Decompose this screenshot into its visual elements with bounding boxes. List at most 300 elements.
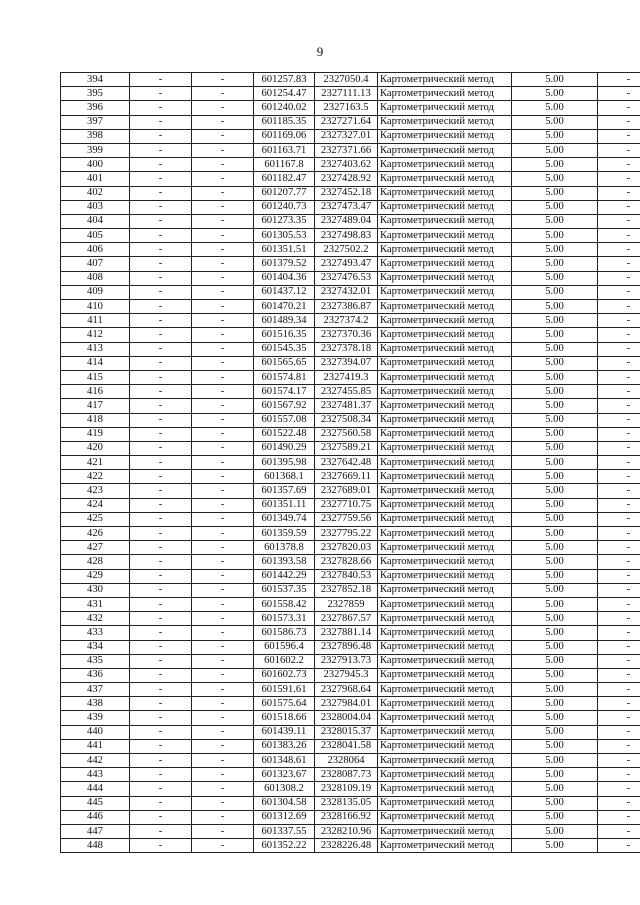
method-cell: Картометрический метод [378, 512, 512, 526]
y-coordinate-cell: 2327452.18 [315, 186, 378, 200]
point-number-cell: 431 [61, 597, 130, 611]
old-y-cell: - [192, 569, 254, 583]
table-row [61, 413, 640, 427]
x-coordinate-cell: 601602.73 [254, 668, 315, 682]
method-cell: Картометрический метод [378, 300, 512, 314]
method-cell: Картометрический метод [378, 498, 512, 512]
table-row [61, 441, 640, 455]
accuracy-cell: 5.00 [512, 597, 598, 611]
x-coordinate-cell: 601395.98 [254, 456, 315, 470]
accuracy-cell: 5.00 [512, 668, 598, 682]
table-row [61, 356, 640, 370]
accuracy-cell: 5.00 [512, 541, 598, 555]
y-coordinate-cell: 2327642.48 [315, 456, 378, 470]
point-number-cell: 397 [61, 115, 130, 129]
y-coordinate-cell: 2327828.66 [315, 555, 378, 569]
old-x-cell: - [130, 87, 192, 101]
table-row [61, 399, 640, 413]
point-number-cell: 448 [61, 839, 130, 853]
method-cell: Картометрический метод [378, 612, 512, 626]
old-x-cell: - [130, 697, 192, 711]
description-cell: - [598, 640, 640, 654]
description-cell: - [598, 810, 640, 824]
point-number-cell: 433 [61, 626, 130, 640]
old-y-cell: - [192, 839, 254, 853]
table-row [61, 385, 640, 399]
accuracy-cell: 5.00 [512, 342, 598, 356]
old-y-cell: - [192, 541, 254, 555]
method-cell: Картометрический метод [378, 200, 512, 214]
y-coordinate-cell: 2328041.58 [315, 739, 378, 753]
table-row [61, 370, 640, 384]
point-number-cell: 430 [61, 583, 130, 597]
old-x-cell: - [130, 314, 192, 328]
old-y-cell: - [192, 754, 254, 768]
old-y-cell: - [192, 342, 254, 356]
method-cell: Картометрический метод [378, 441, 512, 455]
method-cell: Картометрический метод [378, 768, 512, 782]
description-cell: - [598, 512, 640, 526]
method-cell: Картометрический метод [378, 527, 512, 541]
point-number-cell: 445 [61, 796, 130, 810]
table-row [61, 839, 640, 853]
accuracy-cell: 5.00 [512, 356, 598, 370]
method-cell: Картометрический метод [378, 399, 512, 413]
description-cell: - [598, 370, 640, 384]
table-row [61, 172, 640, 186]
method-cell: Картометрический метод [378, 356, 512, 370]
accuracy-cell: 5.00 [512, 796, 598, 810]
y-coordinate-cell: 2327759.56 [315, 512, 378, 526]
old-x-cell: - [130, 810, 192, 824]
old-x-cell: - [130, 129, 192, 143]
point-number-cell: 428 [61, 555, 130, 569]
accuracy-cell: 5.00 [512, 470, 598, 484]
point-number-cell: 439 [61, 711, 130, 725]
y-coordinate-cell: 2327428.92 [315, 172, 378, 186]
x-coordinate-cell: 601273.35 [254, 214, 315, 228]
method-cell: Картометрический метод [378, 229, 512, 243]
old-y-cell: - [192, 739, 254, 753]
old-x-cell: - [130, 214, 192, 228]
method-cell: Картометрический метод [378, 626, 512, 640]
old-y-cell: - [192, 229, 254, 243]
old-x-cell: - [130, 725, 192, 739]
table-row [61, 257, 640, 271]
accuracy-cell: 5.00 [512, 697, 598, 711]
accuracy-cell: 5.00 [512, 527, 598, 541]
accuracy-cell: 5.00 [512, 456, 598, 470]
point-number-cell: 394 [61, 73, 130, 87]
point-number-cell: 426 [61, 527, 130, 541]
point-number-cell: 427 [61, 541, 130, 555]
old-y-cell: - [192, 456, 254, 470]
y-coordinate-cell: 2327968.64 [315, 683, 378, 697]
description-cell: - [598, 654, 640, 668]
y-coordinate-cell: 2327840.53 [315, 569, 378, 583]
old-y-cell: - [192, 356, 254, 370]
old-x-cell: - [130, 612, 192, 626]
y-coordinate-cell: 2327370.36 [315, 328, 378, 342]
accuracy-cell: 5.00 [512, 683, 598, 697]
point-number-cell: 408 [61, 271, 130, 285]
x-coordinate-cell: 601565.65 [254, 356, 315, 370]
x-coordinate-cell: 601167.8 [254, 158, 315, 172]
point-number-cell: 435 [61, 654, 130, 668]
y-coordinate-cell: 2327913.73 [315, 654, 378, 668]
old-y-cell: - [192, 214, 254, 228]
table-row [61, 754, 640, 768]
description-cell: - [598, 683, 640, 697]
table-row [61, 427, 640, 441]
description-cell: - [598, 285, 640, 299]
x-coordinate-cell: 601240.73 [254, 200, 315, 214]
table-row [61, 87, 640, 101]
accuracy-cell: 5.00 [512, 711, 598, 725]
method-cell: Картометрический метод [378, 796, 512, 810]
old-x-cell: - [130, 498, 192, 512]
accuracy-cell: 5.00 [512, 824, 598, 838]
method-cell: Картометрический метод [378, 243, 512, 257]
description-cell: - [598, 356, 640, 370]
table-row [61, 243, 640, 257]
y-coordinate-cell: 2327489.04 [315, 214, 378, 228]
table-row [61, 597, 640, 611]
method-cell: Картометрический метод [378, 711, 512, 725]
accuracy-cell: 5.00 [512, 626, 598, 640]
y-coordinate-cell: 2327560.58 [315, 427, 378, 441]
x-coordinate-cell: 601586.73 [254, 626, 315, 640]
method-cell: Картометрический метод [378, 214, 512, 228]
point-number-cell: 424 [61, 498, 130, 512]
accuracy-cell: 5.00 [512, 87, 598, 101]
accuracy-cell: 5.00 [512, 725, 598, 739]
x-coordinate-cell: 601470.21 [254, 300, 315, 314]
point-number-cell: 396 [61, 101, 130, 115]
table-row [61, 300, 640, 314]
method-cell: Картометрический метод [378, 385, 512, 399]
method-cell: Картометрический метод [378, 839, 512, 853]
method-cell: Картометрический метод [378, 569, 512, 583]
old-y-cell: - [192, 172, 254, 186]
old-y-cell: - [192, 413, 254, 427]
old-y-cell: - [192, 300, 254, 314]
method-cell: Картометрический метод [378, 810, 512, 824]
old-x-cell: - [130, 441, 192, 455]
method-cell: Картометрический метод [378, 824, 512, 838]
old-x-cell: - [130, 172, 192, 186]
x-coordinate-cell: 601490.29 [254, 441, 315, 455]
method-cell: Картометрический метод [378, 87, 512, 101]
description-cell: - [598, 498, 640, 512]
old-y-cell: - [192, 257, 254, 271]
table-row [61, 824, 640, 838]
table-body [61, 73, 640, 853]
x-coordinate-cell: 601574.81 [254, 370, 315, 384]
x-coordinate-cell: 601442.29 [254, 569, 315, 583]
page-number: 9 [316, 44, 324, 59]
y-coordinate-cell: 2327859 [315, 597, 378, 611]
y-coordinate-cell: 2327163.5 [315, 101, 378, 115]
old-y-cell: - [192, 512, 254, 526]
x-coordinate-cell: 601596.4 [254, 640, 315, 654]
method-cell: Картометрический метод [378, 484, 512, 498]
y-coordinate-cell: 2327386.87 [315, 300, 378, 314]
description-cell: - [598, 186, 640, 200]
coordinates-table [60, 72, 640, 853]
old-y-cell: - [192, 555, 254, 569]
x-coordinate-cell: 601379.52 [254, 257, 315, 271]
old-y-cell: - [192, 314, 254, 328]
table-row [61, 683, 640, 697]
point-number-cell: 416 [61, 385, 130, 399]
x-coordinate-cell: 601378.8 [254, 541, 315, 555]
accuracy-cell: 5.00 [512, 427, 598, 441]
table-row [61, 768, 640, 782]
old-y-cell: - [192, 328, 254, 342]
old-x-cell: - [130, 456, 192, 470]
old-x-cell: - [130, 115, 192, 129]
description-cell: - [598, 300, 640, 314]
description-cell: - [598, 484, 640, 498]
method-cell: Картометрический метод [378, 683, 512, 697]
description-cell: - [598, 597, 640, 611]
x-coordinate-cell: 601404.36 [254, 271, 315, 285]
x-coordinate-cell: 601383.26 [254, 739, 315, 753]
description-cell: - [598, 697, 640, 711]
description-cell: - [598, 342, 640, 356]
accuracy-cell: 5.00 [512, 484, 598, 498]
accuracy-cell: 5.00 [512, 555, 598, 569]
method-cell: Картометрический метод [378, 555, 512, 569]
method-cell: Картометрический метод [378, 413, 512, 427]
description-cell: - [598, 527, 640, 541]
y-coordinate-cell: 2327820.03 [315, 541, 378, 555]
accuracy-cell: 5.00 [512, 739, 598, 753]
description-cell: - [598, 314, 640, 328]
table-row [61, 214, 640, 228]
point-number-cell: 438 [61, 697, 130, 711]
table-row [61, 342, 640, 356]
y-coordinate-cell: 2327473.47 [315, 200, 378, 214]
description-cell: - [598, 470, 640, 484]
x-coordinate-cell: 601574.17 [254, 385, 315, 399]
description-cell: - [598, 626, 640, 640]
x-coordinate-cell: 601522.48 [254, 427, 315, 441]
old-y-cell: - [192, 370, 254, 384]
method-cell: Картометрический метод [378, 101, 512, 115]
method-cell: Картометрический метод [378, 328, 512, 342]
old-x-cell: - [130, 328, 192, 342]
old-x-cell: - [130, 342, 192, 356]
old-y-cell: - [192, 470, 254, 484]
old-x-cell: - [130, 754, 192, 768]
x-coordinate-cell: 601305.53 [254, 229, 315, 243]
old-y-cell: - [192, 768, 254, 782]
x-coordinate-cell: 601557.08 [254, 413, 315, 427]
method-cell: Картометрический метод [378, 285, 512, 299]
old-x-cell: - [130, 512, 192, 526]
description-cell: - [598, 385, 640, 399]
old-y-cell: - [192, 243, 254, 257]
old-y-cell: - [192, 73, 254, 87]
old-y-cell: - [192, 782, 254, 796]
accuracy-cell: 5.00 [512, 214, 598, 228]
old-x-cell: - [130, 484, 192, 498]
method-cell: Картометрический метод [378, 640, 512, 654]
accuracy-cell: 5.00 [512, 441, 598, 455]
point-number-cell: 434 [61, 640, 130, 654]
method-cell: Картометрический метод [378, 73, 512, 87]
old-x-cell: - [130, 555, 192, 569]
table-row [61, 484, 640, 498]
method-cell: Картометрический метод [378, 370, 512, 384]
table-row [61, 697, 640, 711]
accuracy-cell: 5.00 [512, 143, 598, 157]
description-cell: - [598, 725, 640, 739]
accuracy-cell: 5.00 [512, 754, 598, 768]
table-row [61, 271, 640, 285]
old-y-cell: - [192, 87, 254, 101]
point-number-cell: 446 [61, 810, 130, 824]
method-cell: Картометрический метод [378, 597, 512, 611]
table-row [61, 527, 640, 541]
description-cell: - [598, 768, 640, 782]
old-x-cell: - [130, 824, 192, 838]
old-y-cell: - [192, 612, 254, 626]
x-coordinate-cell: 601393.58 [254, 555, 315, 569]
point-number-cell: 417 [61, 399, 130, 413]
old-y-cell: - [192, 101, 254, 115]
table-row [61, 285, 640, 299]
y-coordinate-cell: 2327111.13 [315, 87, 378, 101]
accuracy-cell: 5.00 [512, 399, 598, 413]
point-number-cell: 447 [61, 824, 130, 838]
y-coordinate-cell: 2327394.07 [315, 356, 378, 370]
accuracy-cell: 5.00 [512, 300, 598, 314]
old-x-cell: - [130, 73, 192, 87]
table-row [61, 158, 640, 172]
old-x-cell: - [130, 427, 192, 441]
description-cell: - [598, 711, 640, 725]
method-cell: Картометрический метод [378, 697, 512, 711]
table-row [61, 796, 640, 810]
description-cell: - [598, 782, 640, 796]
point-number-cell: 400 [61, 158, 130, 172]
accuracy-cell: 5.00 [512, 654, 598, 668]
y-coordinate-cell: 2327419.3 [315, 370, 378, 384]
description-cell: - [598, 739, 640, 753]
description-cell: - [598, 754, 640, 768]
accuracy-cell: 5.00 [512, 271, 598, 285]
old-y-cell: - [192, 711, 254, 725]
old-y-cell: - [192, 626, 254, 640]
old-y-cell: - [192, 824, 254, 838]
table-row [61, 129, 640, 143]
old-x-cell: - [130, 640, 192, 654]
old-x-cell: - [130, 101, 192, 115]
old-y-cell: - [192, 810, 254, 824]
y-coordinate-cell: 2328226.48 [315, 839, 378, 853]
old-x-cell: - [130, 385, 192, 399]
point-number-cell: 420 [61, 441, 130, 455]
point-number-cell: 398 [61, 129, 130, 143]
old-y-cell: - [192, 498, 254, 512]
method-cell: Картометрический метод [378, 782, 512, 796]
old-x-cell: - [130, 356, 192, 370]
x-coordinate-cell: 601352.22 [254, 839, 315, 853]
old-x-cell: - [130, 541, 192, 555]
old-x-cell: - [130, 200, 192, 214]
old-x-cell: - [130, 583, 192, 597]
old-x-cell: - [130, 143, 192, 157]
method-cell: Картометрический метод [378, 654, 512, 668]
description-cell: - [598, 541, 640, 555]
x-coordinate-cell: 601254.47 [254, 87, 315, 101]
y-coordinate-cell: 2327881.14 [315, 626, 378, 640]
table-row [61, 782, 640, 796]
y-coordinate-cell: 2327689.01 [315, 484, 378, 498]
y-coordinate-cell: 2327271.64 [315, 115, 378, 129]
table-row [61, 101, 640, 115]
x-coordinate-cell: 601518.66 [254, 711, 315, 725]
old-x-cell: - [130, 654, 192, 668]
accuracy-cell: 5.00 [512, 101, 598, 115]
x-coordinate-cell: 601567.92 [254, 399, 315, 413]
old-y-cell: - [192, 186, 254, 200]
point-number-cell: 437 [61, 683, 130, 697]
old-y-cell: - [192, 583, 254, 597]
old-x-cell: - [130, 626, 192, 640]
method-cell: Картометрический метод [378, 186, 512, 200]
point-number-cell: 441 [61, 739, 130, 753]
table-row [61, 810, 640, 824]
description-cell: - [598, 257, 640, 271]
old-y-cell: - [192, 427, 254, 441]
old-y-cell: - [192, 683, 254, 697]
x-coordinate-cell: 601312.69 [254, 810, 315, 824]
point-number-cell: 432 [61, 612, 130, 626]
accuracy-cell: 5.00 [512, 285, 598, 299]
point-number-cell: 436 [61, 668, 130, 682]
table-row [61, 115, 640, 129]
table-row [61, 626, 640, 640]
description-cell: - [598, 73, 640, 87]
description-cell: - [598, 214, 640, 228]
table-row [61, 654, 640, 668]
old-y-cell: - [192, 271, 254, 285]
point-number-cell: 421 [61, 456, 130, 470]
old-x-cell: - [130, 668, 192, 682]
point-number-cell: 418 [61, 413, 130, 427]
old-y-cell: - [192, 640, 254, 654]
x-coordinate-cell: 601304.58 [254, 796, 315, 810]
old-x-cell: - [130, 186, 192, 200]
table-row [61, 612, 640, 626]
x-coordinate-cell: 601439.11 [254, 725, 315, 739]
y-coordinate-cell: 2327867.57 [315, 612, 378, 626]
x-coordinate-cell: 601368.1 [254, 470, 315, 484]
point-number-cell: 401 [61, 172, 130, 186]
point-number-cell: 440 [61, 725, 130, 739]
table-row [61, 328, 640, 342]
x-coordinate-cell: 601359.59 [254, 527, 315, 541]
old-x-cell: - [130, 839, 192, 853]
y-coordinate-cell: 2327795.22 [315, 527, 378, 541]
x-coordinate-cell: 601207.77 [254, 186, 315, 200]
y-coordinate-cell: 2327371.66 [315, 143, 378, 157]
old-y-cell: - [192, 399, 254, 413]
